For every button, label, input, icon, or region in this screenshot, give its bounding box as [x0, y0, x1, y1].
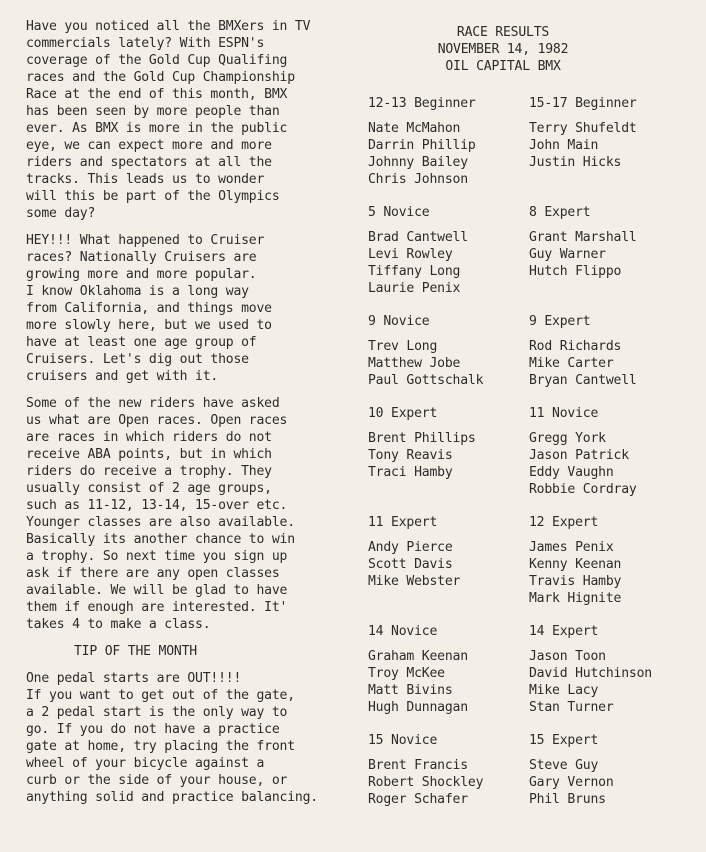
article-column	[26, 18, 356, 816]
rider-name: Steve Guy	[529, 758, 599, 773]
rider-name: Traci Hamby	[368, 465, 453, 480]
race-class-block	[368, 405, 529, 498]
rider-name: Tony Reavis	[368, 448, 453, 463]
race-results-column	[368, 24, 688, 824]
rider-name: Kenny Keenan	[529, 557, 622, 572]
rider-name: David Hutchinson	[529, 666, 652, 681]
rider-name: Bryan Cantwell	[529, 373, 637, 388]
race-class-block	[368, 204, 529, 297]
text-line: from California, and things move	[26, 301, 272, 316]
text-line: have at least one age group of	[26, 335, 257, 350]
race-class-title: 10 Expert	[368, 406, 438, 421]
results-row	[368, 313, 688, 389]
rider-name: Tiffany Long	[368, 264, 461, 279]
rider-name: Johnny Bailey	[368, 155, 468, 170]
race-class-block	[368, 313, 529, 389]
rider-name: Mike Lacy	[529, 683, 599, 698]
article-paragraph	[26, 395, 356, 633]
text-line: such as 11-12, 13-14, 15-over etc.	[26, 498, 288, 513]
results-date: NOVEMBER 14, 1982	[437, 42, 569, 57]
race-class-block	[529, 95, 688, 188]
text-line: more slowly here, but we used to	[26, 318, 272, 333]
text-line: cruisers and get with it.	[26, 369, 219, 384]
race-class-title: 15 Expert	[529, 733, 599, 748]
text-line: curb or the side of your house, or	[26, 773, 288, 788]
text-line: eye, we can expect more and more	[26, 138, 272, 153]
race-class-block	[368, 95, 529, 188]
rider-name: Brent Phillips	[368, 431, 476, 446]
rider-name: Stan Turner	[529, 700, 614, 715]
rider-name: Travis Hamby	[529, 574, 622, 589]
race-class-title: 14 Novice	[368, 624, 438, 639]
rider-name: Brad Cantwell	[368, 230, 468, 245]
text-line: us what are Open races. Open races	[26, 413, 288, 428]
results-title: RACE RESULTS	[456, 25, 550, 40]
race-class-block	[529, 623, 688, 716]
race-class-block	[529, 313, 688, 389]
results-row	[368, 514, 688, 607]
rider-name: Gregg York	[529, 431, 606, 446]
text-line: riders do receive a trophy. They	[26, 464, 272, 479]
race-class-title: 15-17 Beginner	[529, 96, 637, 111]
text-line: I know Oklahoma is a long way	[26, 284, 249, 299]
rider-name: Mike Carter	[529, 356, 614, 371]
text-line: One pedal starts are OUT!!!!	[26, 671, 242, 686]
race-class-block	[529, 732, 688, 808]
text-line: has been seen by more people than	[26, 104, 280, 119]
rider-name: Darrin Phillip	[368, 138, 476, 153]
rider-name: Brent Francis	[368, 758, 468, 773]
rider-name: Troy McKee	[368, 666, 445, 681]
rider-name: John Main	[529, 138, 599, 153]
text-line: anything solid and practice balancing.	[26, 790, 318, 805]
tip-heading: TIP OF THE MONTH	[74, 644, 197, 659]
rider-name: Levi Rowley	[368, 247, 453, 262]
race-class-block	[529, 204, 688, 297]
race-class-title: 11 Novice	[529, 406, 599, 421]
text-line: takes 4 to make a class.	[26, 617, 211, 632]
rider-name: Graham Keenan	[368, 649, 468, 664]
text-line: Younger classes are also available.	[26, 515, 295, 530]
race-class-block	[368, 623, 529, 716]
rider-name: Justin Hicks	[529, 155, 622, 170]
race-class-title: 9 Expert	[529, 314, 591, 329]
text-line: growing more and more popular.	[26, 267, 257, 282]
rider-name: Paul Gottschalk	[368, 373, 484, 388]
text-line: usually consist of 2 age groups,	[26, 481, 272, 496]
race-class-title: 5 Novice	[368, 205, 430, 220]
race-class-title: 12 Expert	[529, 515, 599, 530]
rider-name: Hutch Flippo	[529, 264, 622, 279]
rider-name: Mike Webster	[368, 574, 461, 589]
text-line: riders and spectators at all the	[26, 155, 272, 170]
text-line: coverage of the Gold Cup Qualifing	[26, 53, 288, 68]
text-line: a trophy. So next time you sign up	[26, 549, 288, 564]
rider-name: Trev Long	[368, 339, 438, 354]
rider-name: James Penix	[529, 540, 614, 555]
rider-name: Jason Patrick	[529, 448, 629, 463]
rider-name: Gary Vernon	[529, 775, 614, 790]
results-row	[368, 95, 688, 188]
race-class-title: 9 Novice	[368, 314, 430, 329]
rider-name: Robert Shockley	[368, 775, 484, 790]
tip-paragraph	[26, 670, 356, 806]
text-line: Race at the end of this month, BMX	[26, 87, 288, 102]
text-line: wheel of your bicycle against a	[26, 756, 265, 771]
rider-name: Eddy Vaughn	[529, 465, 614, 480]
article-paragraph	[26, 18, 356, 222]
race-class-block	[368, 732, 529, 808]
rider-name: Rod Richards	[529, 339, 622, 354]
results-row	[368, 623, 688, 716]
rider-name: Grant Marshall	[529, 230, 637, 245]
race-class-block	[529, 405, 688, 498]
race-class-title: 8 Expert	[529, 205, 591, 220]
rider-name: Hugh Dunnagan	[368, 700, 468, 715]
rider-name: Robbie Cordray	[529, 482, 637, 497]
race-class-title: 11 Expert	[368, 515, 438, 530]
rider-name: Matt Bivins	[368, 683, 453, 698]
text-line: gate at home, try placing the front	[26, 739, 295, 754]
text-line: them if enough are interested. It'	[26, 600, 288, 615]
rider-name: Andy Pierce	[368, 540, 453, 555]
results-header	[388, 24, 618, 75]
results-grid	[368, 95, 688, 808]
text-line: commercials lately? With ESPN's	[26, 36, 265, 51]
rider-name: Matthew Jobe	[368, 356, 461, 371]
text-line: Cruisers. Let's dig out those	[26, 352, 249, 367]
article-paragraph	[26, 232, 356, 385]
text-line: are races in which riders do not	[26, 430, 272, 445]
race-class-block	[529, 514, 688, 607]
results-track: OIL CAPITAL BMX	[445, 59, 561, 74]
text-line: HEY!!! What happened to Cruiser	[26, 233, 265, 248]
rider-name: Mark Hignite	[529, 591, 622, 606]
text-line: available. We will be glad to have	[26, 583, 288, 598]
text-line: tracks. This leads us to wonder	[26, 172, 265, 187]
results-row	[368, 405, 688, 498]
text-line: Have you noticed all the BMXers in TV	[26, 19, 311, 34]
race-class-title: 14 Expert	[529, 624, 599, 639]
text-line: races? Nationally Cruisers are	[26, 250, 257, 265]
rider-name: Laurie Penix	[368, 281, 461, 296]
article-paragraphs	[26, 18, 356, 633]
text-line: Some of the new riders have asked	[26, 396, 280, 411]
rider-name: Nate McMahon	[368, 121, 461, 136]
text-line: Basically its another chance to win	[26, 532, 295, 547]
text-line: will this be part of the Olympics	[26, 189, 280, 204]
race-class-title: 15 Novice	[368, 733, 438, 748]
rider-name: Phil Bruns	[529, 792, 606, 807]
results-row	[368, 204, 688, 297]
text-line: a 2 pedal start is the only way to	[26, 705, 288, 720]
rider-name: Scott Davis	[368, 557, 453, 572]
rider-name: Jason Toon	[529, 649, 606, 664]
text-line: ask if there are any open classes	[26, 566, 280, 581]
text-line: races and the Gold Cup Championship	[26, 70, 295, 85]
rider-name: Chris Johnson	[368, 172, 468, 187]
text-line: ever. As BMX is more in the public	[26, 121, 288, 136]
results-row	[368, 732, 688, 808]
race-class-block	[368, 514, 529, 607]
text-line: some day?	[26, 206, 96, 221]
text-line: If you want to get out of the gate,	[26, 688, 295, 703]
rider-name: Roger Schafer	[368, 792, 468, 807]
text-line: receive ABA points, but in which	[26, 447, 272, 462]
rider-name: Terry Shufeldt	[529, 121, 637, 136]
text-line: go. If you do not have a practice	[26, 722, 280, 737]
rider-name: Guy Warner	[529, 247, 606, 262]
race-class-title: 12-13 Beginner	[368, 96, 476, 111]
